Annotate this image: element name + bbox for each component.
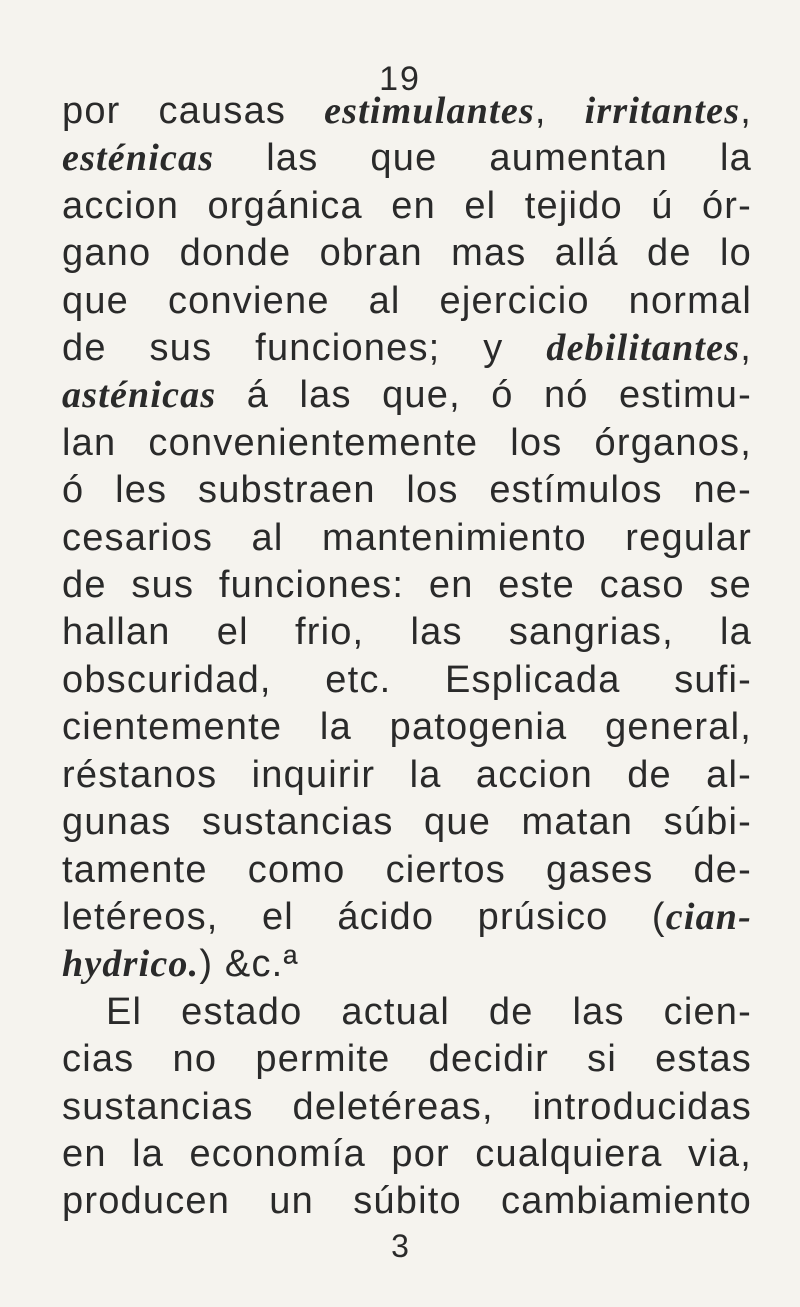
body-text (62, 88, 752, 1226)
text-line: cesarios al mantenimiento regular (62, 516, 752, 559)
text-line: cientemente la patogenia general, (62, 706, 752, 749)
text-line: que conviene al ejercicio normal (62, 279, 752, 322)
page-number: 19 (379, 60, 421, 98)
text-line: producen un súbito cambiamiento (62, 1180, 752, 1223)
signature-mark: 3 (391, 1228, 409, 1264)
text-line: por causas estimulantes, irritantes, (62, 90, 752, 132)
text-line: sustancias deletéreas, introducidas (62, 1085, 752, 1128)
text-line: gunas sustancias que matan súbi- (62, 801, 752, 844)
text-line: El estado actual de las cien- (106, 990, 752, 1033)
text-line: de sus funciones; y debilitantes, (62, 327, 752, 370)
text-line: asténicas á las que, ó nó estimu- (62, 374, 752, 417)
text-line: esténicas las que aumentan la (62, 137, 752, 180)
text-line: obscuridad, etc. Esplicada sufi- (62, 658, 752, 701)
text-line: cias no permite decidir si estas (62, 1038, 752, 1081)
text-line: réstanos inquirir la accion de al- (62, 753, 752, 796)
text-line: tamente como ciertos gases de- (62, 848, 752, 891)
text-line: ó les substraen los estímulos ne- (62, 469, 752, 512)
text-line: gano donde obran mas allá de lo (62, 232, 752, 275)
text-line: hallan el frio, las sangrias, la (62, 611, 752, 654)
text-line: hydrico.) &c.ª (62, 943, 299, 986)
text-line: lan convenientemente los órganos, (62, 421, 752, 464)
text-line: accion orgánica en el tejido ú ór- (62, 184, 752, 227)
text-line: letéreos, el ácido prúsico (cian- (62, 895, 752, 938)
text-line: en la economía por cualquiera via, (62, 1132, 752, 1175)
text-line: de sus funciones: en este caso se (62, 564, 752, 607)
